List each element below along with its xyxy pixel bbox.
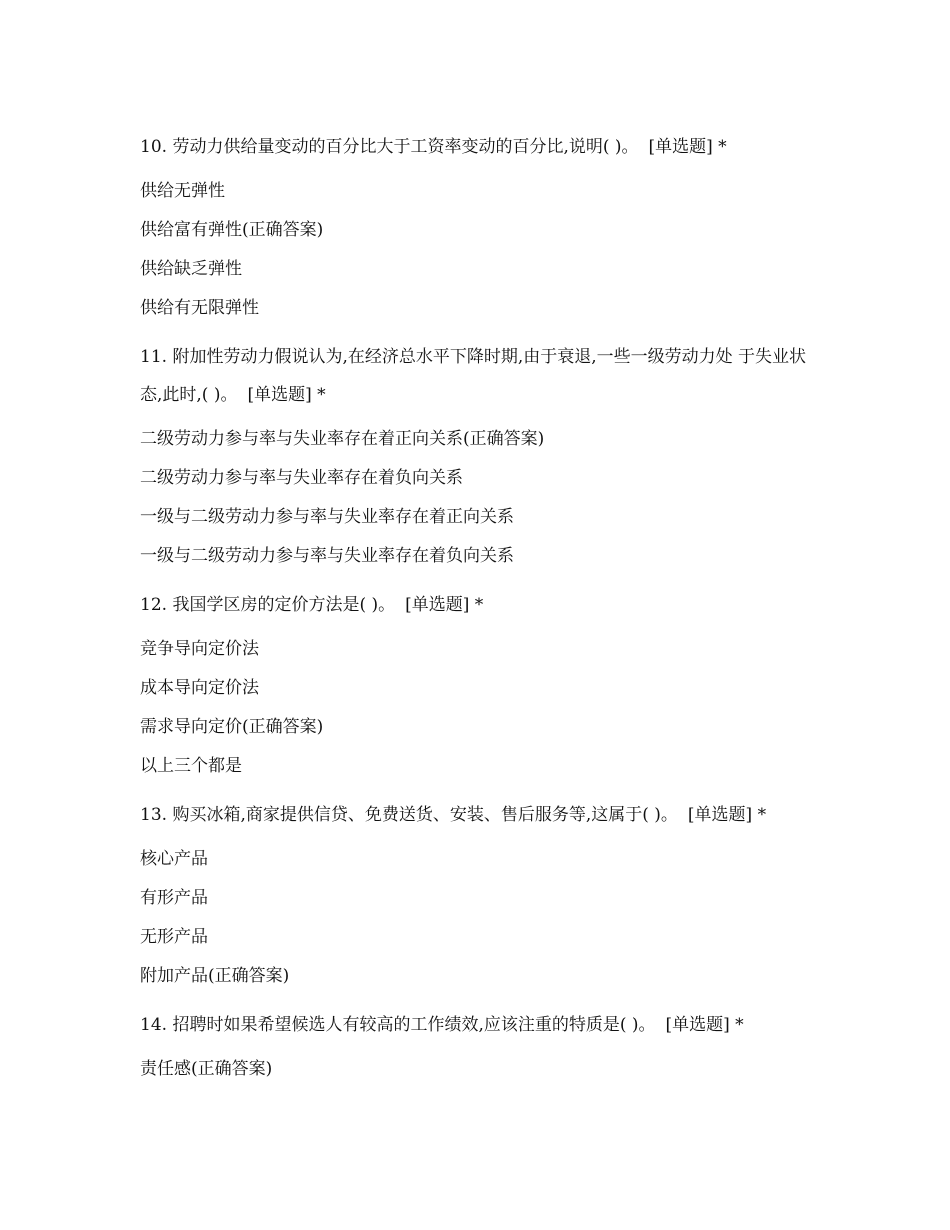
option-item[interactable]: 一级与二级劳动力参与率与失业率存在着正向关系 [140, 507, 514, 527]
option-list [140, 630, 820, 786]
question-14 [140, 1006, 820, 1089]
option-item[interactable]: 核心产品 [140, 849, 208, 869]
question-type-tag: [单选题] * [247, 385, 326, 405]
option-list [140, 840, 820, 996]
question-title [140, 1006, 820, 1044]
option-item[interactable]: 附加产品(正确答案) [140, 966, 290, 986]
question-type-tag: [单选题] * [665, 1015, 744, 1035]
question-type-tag: [单选题] * [687, 805, 767, 825]
option-item[interactable]: 无形产品 [140, 927, 208, 947]
option-item[interactable]: 供给无弹性 [140, 181, 225, 201]
question-list [140, 128, 820, 1099]
option-item[interactable]: 一级与二级劳动力参与率与失业率存在着负向关系 [140, 546, 514, 566]
question-11 [140, 338, 820, 576]
question-13 [140, 796, 820, 996]
option-item[interactable]: 供给有无限弹性 [140, 298, 259, 318]
option-list [140, 420, 820, 576]
option-item[interactable]: 竞争导向定价法 [140, 639, 259, 659]
question-title [140, 338, 820, 414]
option-list [140, 1050, 820, 1089]
question-title [140, 128, 820, 166]
question-text: 13. 购买冰箱,商家提供信贷、免费送货、安装、售后服务等,这属于( )。 [140, 805, 678, 825]
question-10 [140, 128, 820, 328]
option-item[interactable]: 以上三个都是 [140, 756, 242, 776]
question-title [140, 586, 820, 624]
question-text: 10. 劳动力供给量变动的百分比大于工资率变动的百分比,说明( )。 [140, 137, 639, 157]
option-item[interactable]: 二级劳动力参与率与失业率存在着负向关系 [140, 468, 463, 488]
option-item[interactable]: 成本导向定价法 [140, 678, 259, 698]
question-title [140, 796, 820, 834]
question-type-tag: [单选题] * [405, 595, 484, 615]
option-item[interactable]: 责任感(正确答案) [140, 1059, 273, 1079]
option-item[interactable]: 需求导向定价(正确答案) [140, 717, 324, 737]
question-type-tag: [单选题] * [648, 137, 727, 157]
question-text: 14. 招聘时如果希望候选人有较高的工作绩效,应该注重的特质是( )。 [140, 1015, 656, 1035]
question-12 [140, 586, 820, 786]
option-item[interactable]: 供给富有弹性(正确答案) [140, 220, 324, 240]
question-text: 12. 我国学区房的定价方法是( )。 [140, 595, 396, 615]
option-list [140, 172, 820, 328]
option-item[interactable]: 供给缺乏弹性 [140, 259, 242, 279]
option-item[interactable]: 有形产品 [140, 888, 208, 908]
question-text: 11. 附加性劳动力假说认为,在经济总水平下降时期,由于衰退,一些一级劳动力处 于失业状态,此时,( )。 [140, 347, 807, 405]
option-item[interactable]: 二级劳动力参与率与失业率存在着正向关系(正确答案) [140, 429, 545, 449]
